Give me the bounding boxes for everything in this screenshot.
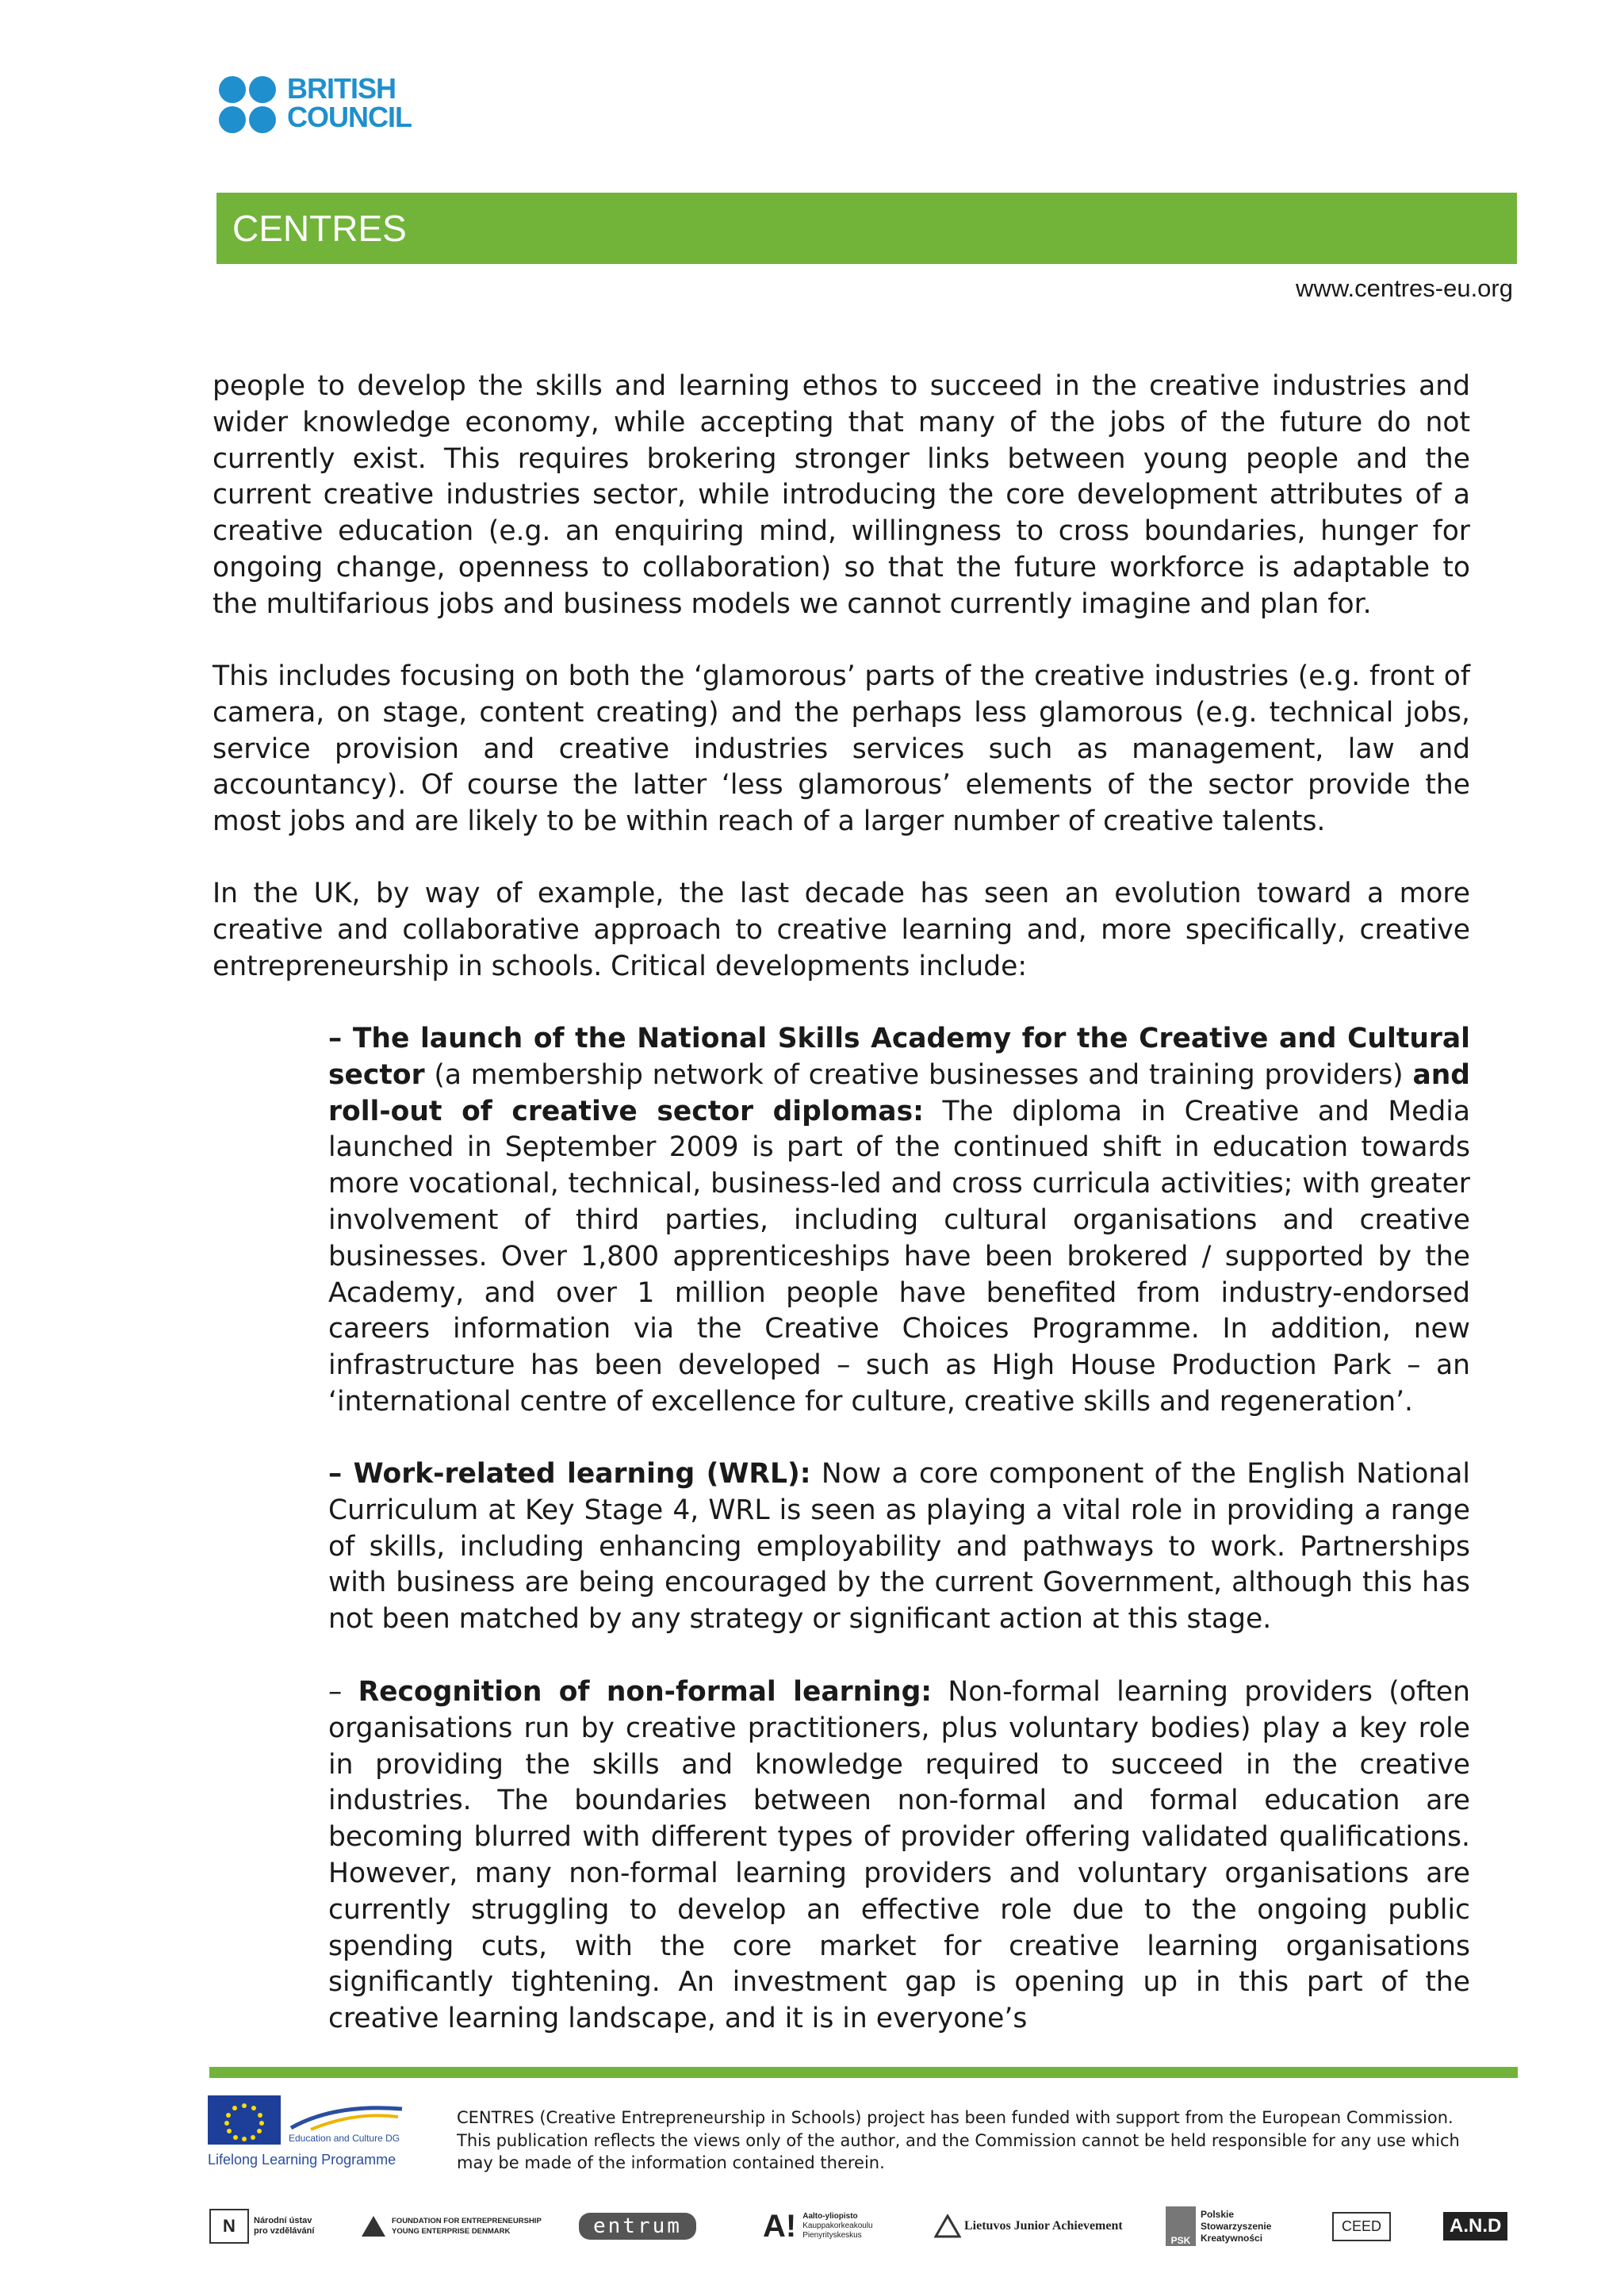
bullet-2-heading: – Work-related learning (WRL):	[328, 1458, 811, 1490]
ffe-triangle-icon	[360, 2214, 387, 2238]
website-url[interactable]: www.centres-eu.org	[1296, 274, 1513, 302]
aalto-line3: Pienyrityskeskus	[802, 2231, 862, 2240]
bullet-1-heading-b: and roll-out of creative sector diplomas:	[328, 1058, 1470, 1127]
aalto-line2: Kauppakorkeakoulu	[802, 2221, 873, 2230]
psk-line3: Kreatywności	[1201, 2232, 1263, 2244]
bullet-3-text: Non-formal learning providers (often organisations run by creative practitioners, plus voluntary bodies) play a key role in providing the skills and knowledge required to succeed in the creative industries. The boundaries between non-formal and formal education are becoming blurred with different types of provider offering validated qualifications. However, many non-formal learning providers and voluntary organisations are currently struggling to develop an effective role due to the ongoing public spending cuts, with the core market for creative learning organisations significantly tightening. An investment gap is opening up in this part of the creative learning landscape, and it is in everyone’s	[328, 1676, 1470, 2035]
ec-dg-label: Education and Culture DG	[289, 2133, 400, 2144]
lja-triangle-icon	[934, 2214, 961, 2238]
bullet-3-dash: –	[328, 1676, 358, 1708]
header-banner	[216, 193, 1517, 264]
british-council-logo	[217, 73, 439, 136]
lja-logo	[934, 2202, 1132, 2250]
funding-disclaimer: CENTRES (Creative Entrepreneurship in Schools) project has been funded with support from the European Commission. This publication reflects the views only of the author, and the Commission cannot be held responsible for any use which may be made of the information contained therein.	[457, 2108, 1460, 2172]
paragraph-1: people to develop the skills and learning ethos to succeed in the creative industries and wider knowledge economy, while accepting that many of the jobs of the future do not currently exist. This requires brokering stronger links between young people and the current creative industries sector, while introducing the core development attributes of a creative education (e.g. an enquiring mind, willingness to cross boundaries, hunger for ongoing change, openness to collaboration) so that the future workforce is adaptable to the multifarious jobs and business models we cannot currently imagine and plan for.	[213, 370, 1470, 620]
nuv-mark-icon: N	[209, 2209, 249, 2244]
bullet-1-heading: – The launch of the National Skills Academy for the Creative and Cultural sector	[328, 1023, 1470, 1091]
psk-mark: PSK	[1166, 2206, 1196, 2246]
ffe-ye-logo	[360, 2202, 550, 2250]
aalto-mark: A!	[763, 2208, 797, 2244]
footer-divider	[209, 2067, 1518, 2078]
bullet-1-text-b: The diploma in Creative and Media launched in September 2009 is part of the continued shift in education towards more vocational, technical, business-led and cross curricula activities; with greater involvement of third parties, including cultural organisations and creative businesses. Over 1,800 apprenticeships have been brokered / supported by the Academy, and over 1 million people have benefited from industry-endorsed careers information via the Creative Choices Programme. In addition, new infrastructure has been developed – such as High House Production Park – an ‘international centre of excellence for culture, creative skills and regeneration’.	[328, 1095, 1470, 1418]
paragraph-3: In the UK, by way of example, the last decade has seen an evolution toward a more creative and collaborative approach to creative learning and, more specifically, creative entrepreneurship in schools. Critical developments include:	[213, 878, 1470, 982]
entrum-text: entrum	[579, 2213, 696, 2240]
psk-line1: Polskie	[1201, 2208, 1235, 2220]
banner-title: CENTRES	[232, 208, 407, 249]
logo-line1: BRITISH	[287, 72, 396, 105]
education-culture-swoosh-icon	[287, 2099, 406, 2133]
logo-line2: COUNCIL	[287, 101, 412, 133]
bullet-2-text: Now a core component of the English National Curriculum at Key Stage 4, WRL is seen as playing a vital role in providing a range of skills, including enhancing employability and pathways to work. Partnerships with business are being encouraged by the current Government, although this has not been matched by any strategy or significant action at this stage.	[328, 1458, 1470, 1636]
nuv-line2: pro vzdělávání	[254, 2226, 315, 2236]
aalto-logo	[763, 2202, 914, 2250]
psk-logo	[1166, 2202, 1308, 2250]
bullet-non-formal-learning	[328, 1674, 1470, 2038]
psk-line2: Stowarzyszenie	[1201, 2220, 1272, 2232]
ffe-line1: FOUNDATION FOR ENTREPRENEURSHIP	[392, 2217, 542, 2225]
ceed-text: CEED	[1332, 2212, 1391, 2241]
nuv-logo	[209, 2202, 328, 2250]
bullet-skills-academy	[328, 1021, 1470, 1421]
paragraph-2: This includes focusing on both the ‘glamorous’ parts of the creative industries (e.g. front of camera, on stage, content creating) and the perhaps less glamorous (e.g. technical jobs, service provision and creative industries services such as management, law and accountancy). Of course the latter ‘less glamorous’ elements of the sector provide the most jobs and are likely to be within reach of a larger number of creative talents.	[213, 660, 1470, 838]
lja-text: Lietuvos Junior Achievement	[964, 2219, 1123, 2233]
eu-flag-icon	[208, 2095, 281, 2145]
bullet-work-related-learning	[328, 1456, 1470, 1638]
aalto-line1: Aalto-yliopisto	[802, 2212, 858, 2221]
entrum-logo	[579, 2202, 737, 2250]
llp-label: Lifelong Learning Programme	[208, 2152, 396, 2168]
bullet-3-heading: Recognition of non-formal learning:	[358, 1676, 933, 1708]
ceed-logo	[1332, 2202, 1411, 2250]
and-text: A.N.D	[1443, 2212, 1507, 2241]
and-logo	[1443, 2202, 1516, 2250]
nuv-line1: Národní ústav	[254, 2216, 312, 2225]
ffe-line2: YOUNG ENTERPRISE DENMARK	[392, 2227, 511, 2236]
bullet-1-text-a: (a membership network of creative businesses and training providers)	[424, 1058, 1413, 1091]
